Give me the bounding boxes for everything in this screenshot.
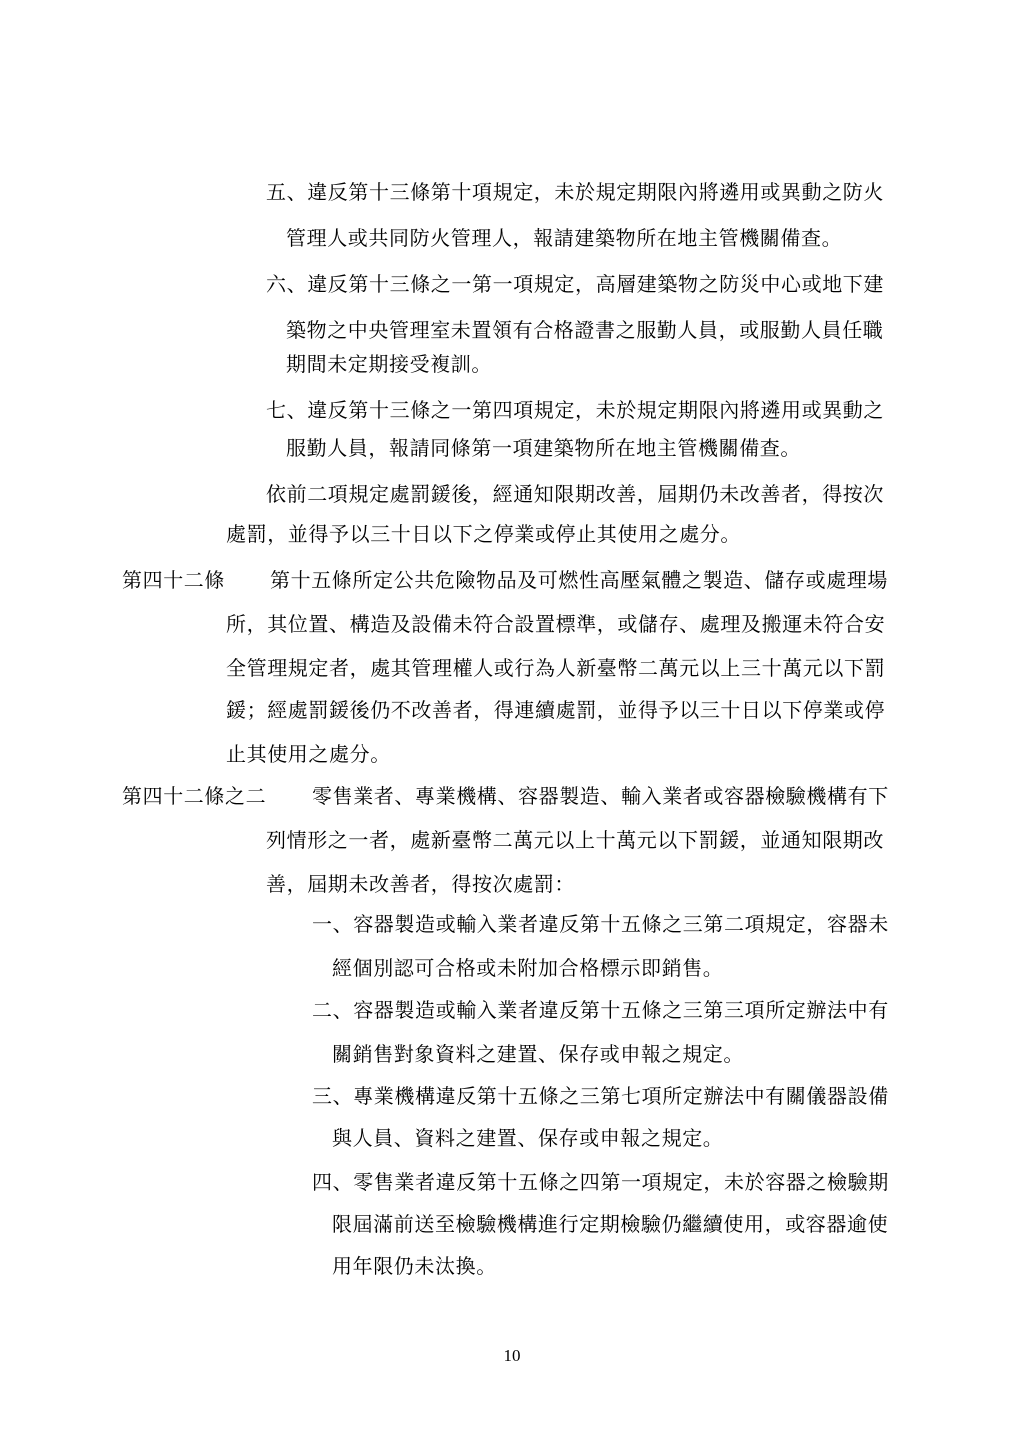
subitem4-line2: 限屆滿前送至檢驗機構進行定期檢驗仍繼續使用，或容器逾使 bbox=[332, 1212, 889, 1236]
subitem3-line1: 三、專業機構違反第十五條之三第七項所定辦法中有關儀器設備 bbox=[312, 1084, 889, 1108]
subitem4-line1: 四、零售業者違反第十五條之四第一項規定，未於容器之檢驗期 bbox=[312, 1170, 889, 1194]
article42-line2: 所，其位置、構造及設備未符合設置標準，或儲存、處理及搬運未符合安 bbox=[226, 612, 886, 636]
subitem2-line2: 關銷售對象資料之建置、保存或申報之規定。 bbox=[332, 1042, 744, 1066]
item6-line3: 期間未定期接受複訓。 bbox=[286, 352, 492, 376]
item6-line2: 築物之中央管理室未置領有合格證書之服勤人員，或服勤人員任職 bbox=[286, 318, 884, 342]
article42-2-title: 第四十二條之二 bbox=[122, 784, 267, 808]
article42-line5: 止其使用之處分。 bbox=[226, 742, 391, 766]
article42-title: 第四十二條 bbox=[122, 568, 225, 592]
article42-line1: 第十五條所定公共危險物品及可燃性高壓氣體之製造、儲存或處理場 bbox=[270, 568, 888, 592]
subitem1-line2: 經個別認可合格或未附加合格標示即銷售。 bbox=[332, 956, 724, 980]
page-number: 10 bbox=[503, 1346, 521, 1365]
article42-2-line1: 零售業者、專業機構、容器製造、輸入業者或容器檢驗機構有下 bbox=[312, 784, 889, 808]
article42-2-line3: 善，屆期未改善者，得按次處罰： bbox=[266, 872, 575, 896]
item6-line1: 六、違反第十三條之一第一項規定，高層建築物之防災中心或地下建 bbox=[266, 272, 884, 296]
item5-line1: 五、違反第十三條第十項規定，未於規定期限內將遴用或異動之防火 bbox=[266, 180, 884, 204]
subitem2-line1: 二、容器製造或輸入業者違反第十五條之三第三項所定辦法中有 bbox=[312, 998, 889, 1022]
subitem4-line3: 用年限仍未汰換。 bbox=[332, 1254, 497, 1278]
item7-line1: 七、違反第十三條之一第四項規定，未於規定期限內將遴用或異動之 bbox=[266, 398, 884, 422]
penalty-line1: 依前二項規定處罰鍰後，經通知限期改善，屆期仍未改善者，得按次 bbox=[266, 482, 884, 506]
item7-line2: 服勤人員，報請同條第一項建築物所在地主管機關備查。 bbox=[286, 436, 801, 460]
article42-line4: 鍰；經處罰鍰後仍不改善者，得連續處罰，並得予以三十日以下停業或停 bbox=[226, 698, 886, 722]
subitem1-line1: 一、容器製造或輸入業者違反第十五條之三第二項規定，容器未 bbox=[312, 912, 889, 936]
article42-line3: 全管理規定者，處其管理權人或行為人新臺幣二萬元以上三十萬元以下罰 bbox=[226, 656, 886, 680]
penalty-line2: 處罰，並得予以三十日以下之停業或停止其使用之處分。 bbox=[226, 522, 741, 546]
article42-2-line2: 列情形之一者，處新臺幣二萬元以上十萬元以下罰鍰，並通知限期改 bbox=[266, 828, 884, 852]
item5-line2: 管理人或共同防火管理人，報請建築物所在地主管機關備查。 bbox=[286, 226, 843, 250]
subitem3-line2: 與人員、資料之建置、保存或申報之規定。 bbox=[332, 1126, 724, 1150]
